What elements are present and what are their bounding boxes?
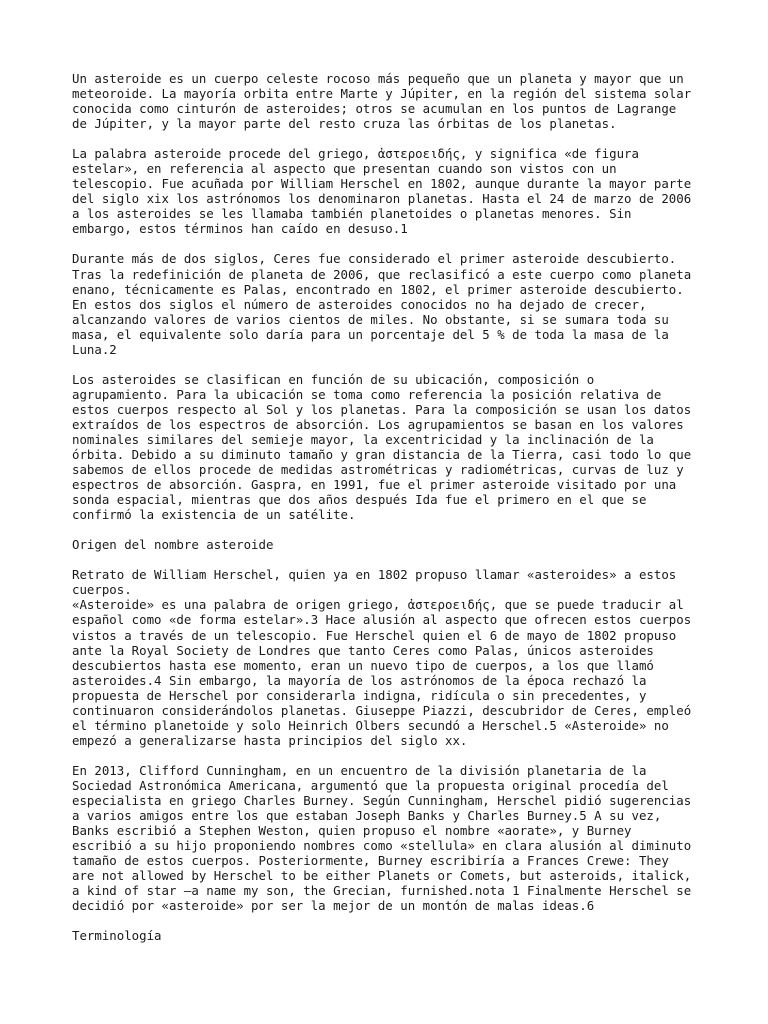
- section-heading-origin: Origen del nombre asteroide: [72, 537, 274, 553]
- paragraph-discovery: Durante más de dos siglos, Ceres fue considerado el primer asteroide descubierto. Tras la redefinición de planeta de 2006, que reclasificó a este cuerpo como planeta enano, técnicamente es Palas, encontrado en 1802, el primer asteroide descubierto. En estos dos siglos el número de asteroides conocidos no ha dejado de crecer, alcanzando valores de varios cientos de miles. No obstante, si se sumara toda su masa, el equivalente solo daría para un porcentaje del 5 % de toda la masa de la Luna.2: [72, 251, 692, 357]
- paragraph-etymology: La palabra asteroide procede del griego, ἀστεροειδής, y significa «de figura estelar», en referencia al aspecto que presentan cuando son vistos con un telescopio. Fue acuñada por William Herschel en 1802, aunque durante la mayor parte del siglo xix los astrónomos los denominaron planetas. Hasta el 24 de marzo de 2006 a los asteroides se les llamaba también planetoides o planetas menores. Sin embargo, estos términos han caído en desuso.1: [72, 146, 692, 237]
- section-heading-terminology: Terminología: [72, 928, 162, 944]
- paragraph-cunningham: En 2013, Clifford Cunningham, en un encuentro de la división planetaria de la Sociedad Astronómica Americana, argumentó que la propuesta original procedía del especialista en griego Charles Burney. Según Cunningham, Herschel pidió sugerencias a varios amigos entre los que estaban Joseph Banks y Charles Burney.5 A su vez, Banks escribió a Stephen Weston, quien propuso el nombre «aorate», y Burney escribió a su hijo proponiendo nombres como «stellula» en clara alusión al diminuto tamaño de estos cuerpos. Posteriormente, Burney escribiría a Frances Crewe: They are not allowed by Herschel to be either Planets or Comets, but asteroids, italick, a kind of star —a name my son, the Grecian, furnished.nota 1 Finalmente Herschel se decidió por «asteroide» por ser la mejor de un montón de malas ideas.6: [72, 762, 692, 914]
- paragraph-herschel: Retrato de William Herschel, quien ya en 1802 propuso llamar «asteroides» a estos cuerpos. «Asteroide» es una palabra de origen griego, ἀστεροειδής, que se puede traducir al español como «de forma estelar».3 Hace alusión al aspecto que ofrecen estos cuerpos vistos a través de un telescopio. Fue Herschel quien el 6 de mayo de 1802 propuso ante la Royal Society de Londres que tanto Ceres como Palas, únicos asteroides descubiertos hasta ese momento, eran un nuevo tipo de cuerpos, a los que llamó asteroides.4 Sin embargo, la mayoría de los astrónomos de la época rechazó la propuesta de Herschel por considerarla indigna, ridícula o sin precedentes, y continuaron considerándolos planetas. Giuseppe Piazzi, descubridor de Ceres, empleó el término planetoide y solo Heinrich Olbers secundó a Herschel.5 «Asteroide» no empezó a generalizarse hasta principios del siglo xx.: [72, 567, 692, 748]
- paragraph-classification: Los asteroides se clasifican en función de su ubicación, composición o agrupamiento. Para la ubicación se toma como referencia la posición relativa de estos cuerpos respecto al Sol y los planetas. Para la composición se usan los datos extraídos de los espectros de absorción. Los agrupamientos se basan en los valores nominales similares del semieje mayor, la excentricidad y la inclinación de la órbita. Debido a su diminuto tamaño y gran distancia de la Tierra, casi todo lo que sabemos de ellos procede de medidas astrométricas y radiométricas, curvas de luz y espectros de absorción. Gaspra, en 1991, fue el primer asteroide visitado por una sonda espacial, mientras que dos años después Ida fue el primero en el que se confirmó la existencia de un satélite.: [72, 371, 692, 523]
- paragraph-intro: Un asteroide es un cuerpo celeste rocoso más pequeño que un planeta y mayor que un meteoroide. La mayoría orbita entre Marte y Júpiter, en la región del sistema solar conocida como cinturón de asteroides; otros se acumulan en los puntos de Lagrange de Júpiter, y la mayor parte del resto cruza las órbitas de los planetas.: [72, 71, 692, 132]
- document-page: [72, 71, 712, 958]
